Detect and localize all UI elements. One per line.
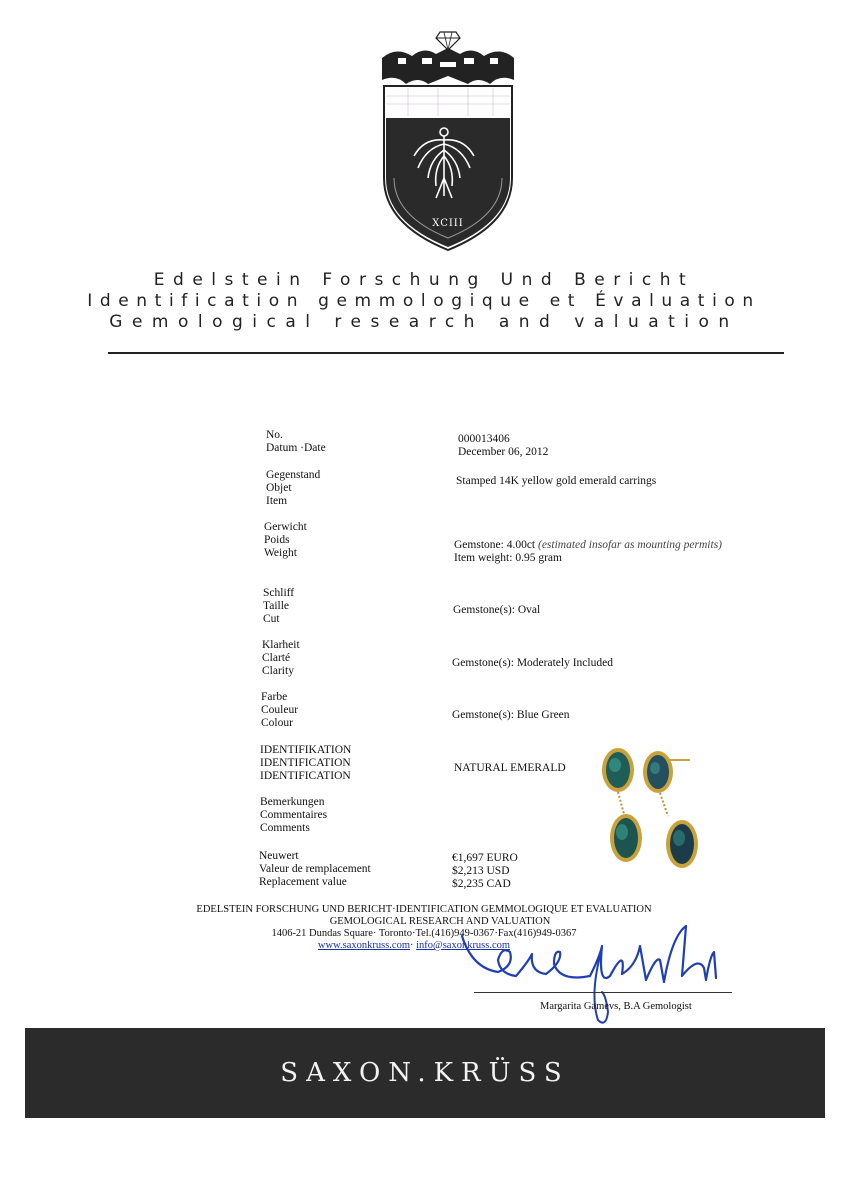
weight-gemstone-value: Gemstone: 4.00ct — [454, 539, 536, 551]
footer-address: 1406-21 Dundas Square· Toronto·Tel.(416)949-0367·Fax(416)949-0367 — [271, 928, 577, 939]
right-earring — [643, 751, 698, 868]
signature-image — [450, 916, 740, 1032]
item-label-de: Gegenstand — [266, 469, 321, 481]
earrings-photo — [596, 740, 708, 876]
signatory-name: Margarita Gamevs, B.A Gemologist — [540, 1001, 692, 1012]
report-date: December 06, 2012 — [458, 446, 549, 458]
comments-label-de: Bemerkungen — [260, 796, 325, 808]
clarity-value: Gemstone(s): Moderately Included — [452, 657, 613, 669]
cut-label-de: Schliff — [263, 587, 295, 599]
value-label-fr: Valeur de remplacement — [259, 863, 371, 875]
cut-label-en: Cut — [263, 613, 280, 625]
colour-label-en: Colour — [261, 717, 293, 729]
weight-item: Item weight: 0.95 gram — [454, 552, 562, 564]
date-label: Datum ·Date — [266, 442, 326, 454]
weight-label-de: Gerwicht — [264, 521, 307, 533]
value-euro: €1,697 EURO — [452, 852, 518, 864]
crest-numeral: XCIII — [432, 218, 464, 229]
left-earring — [602, 748, 642, 862]
item-label-fr: Objet — [266, 482, 292, 494]
report-number: 000013406 — [458, 433, 510, 445]
header-title-english: Gemological research and valuation — [109, 312, 739, 332]
colour-label-de: Farbe — [261, 691, 288, 703]
cut-label-fr: Taille — [263, 600, 290, 612]
header-title-german: Edelstein Forschung Und Bericht — [153, 270, 695, 290]
cut-value: Gemstone(s): Oval — [453, 604, 541, 616]
colour-label-fr: Couleur — [261, 704, 299, 716]
weight-label-en: Weight — [264, 547, 297, 559]
weight-note: (estimated insofar as mounting permits) — [538, 539, 722, 551]
crown-ornament — [382, 48, 514, 84]
value-usd: $2,213 USD — [452, 865, 510, 877]
item-label-en: Item — [266, 495, 288, 507]
item-value: Stamped 14K yellow gold emerald carrings — [456, 475, 657, 487]
colour-value: Gemstone(s): Blue Green — [452, 709, 570, 721]
crest-logo — [378, 28, 518, 256]
brand-name: SAXON.KRÜSS — [280, 1058, 570, 1088]
signature-line — [474, 992, 732, 993]
header-divider — [108, 352, 784, 354]
identification-label-en: IDENTIFICATION — [260, 770, 351, 782]
clarity-label-de: Klarheit — [262, 639, 300, 651]
footer-company-subline: GEMOLOGICAL RESEARCH AND VALUATION — [329, 916, 551, 927]
identification-label-de: IDENTIFIKATION — [260, 744, 352, 756]
comments-label-fr: Commentaires — [260, 809, 328, 821]
comments-label-en: Comments — [260, 822, 310, 834]
website-link[interactable]: www.saxonkruss.com — [317, 940, 410, 951]
identification-label-fr: IDENTIFICATION — [260, 757, 351, 769]
number-label: No. — [266, 429, 283, 441]
header-title-french: Identification gemmologique et Évaluation — [87, 291, 761, 311]
contact-separator: · — [409, 940, 417, 951]
clarity-label-en: Clarity — [262, 665, 294, 677]
value-label-en: Replacement value — [259, 876, 347, 888]
identification-value: NATURAL EMERALD — [454, 762, 566, 774]
weight-gemstone — [454, 539, 722, 552]
value-label-de: Neuwert — [259, 850, 299, 862]
value-cad: $2,235 CAD — [452, 878, 511, 890]
email-link[interactable]: info@saxonkruss.com — [416, 940, 511, 951]
clarity-label-fr: Clarté — [262, 652, 291, 664]
weight-label-fr: Poids — [264, 534, 290, 546]
footer-company-line: EDELSTEIN FORSCHUNG UND BERICHT·IDENTIFICATION GEMMOLOGIQUE ET EVALUATION — [196, 904, 652, 915]
diamond-icon — [436, 32, 460, 50]
